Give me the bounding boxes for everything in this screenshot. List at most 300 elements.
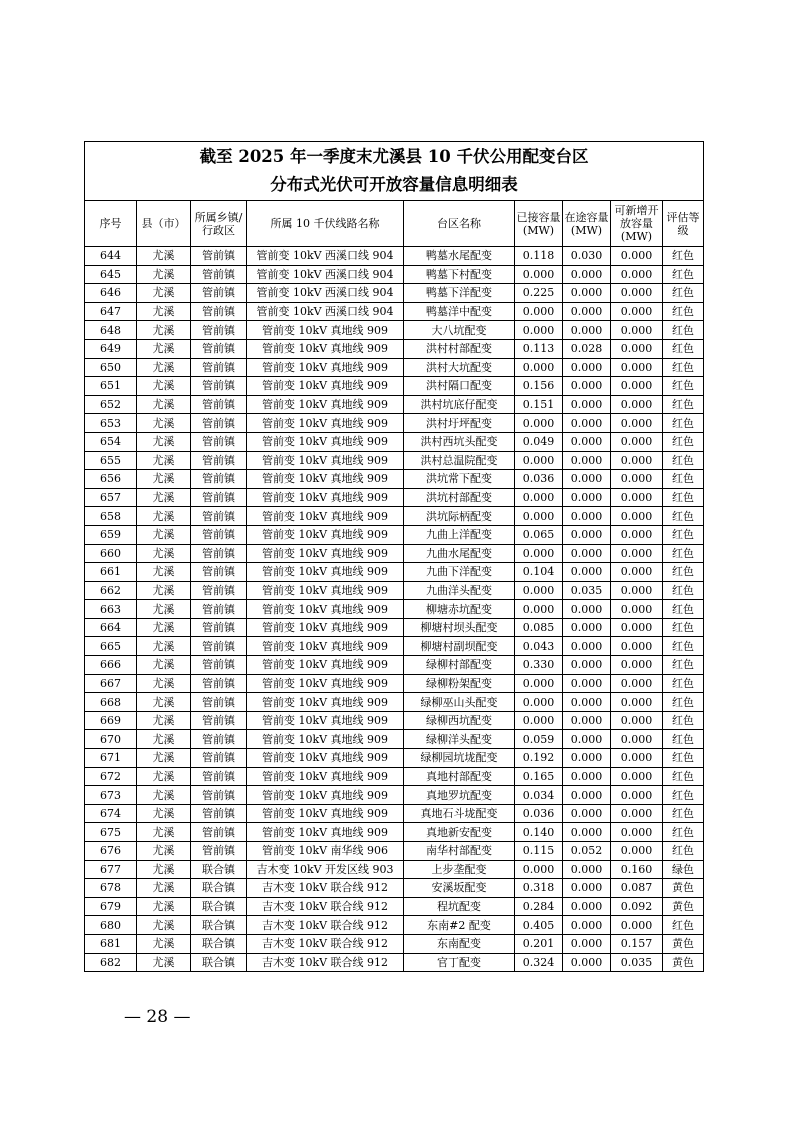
table-row <box>85 897 704 916</box>
cell-available: 0.000 <box>611 395 663 414</box>
cell-area: 九曲洋头配变 <box>404 581 515 600</box>
cell-in-progress: 0.000 <box>563 321 611 340</box>
table-row <box>85 842 704 861</box>
cell-available: 0.000 <box>611 767 663 786</box>
cell-line: 管前变 10kV 真地线 909 <box>247 637 404 656</box>
cell-line: 吉木变 10kV 开发区线 903 <box>247 860 404 879</box>
cell-county: 尤溪 <box>137 377 191 396</box>
cell-available: 0.000 <box>611 656 663 675</box>
cell-connected: 0.330 <box>515 656 563 675</box>
cell-level: 红色 <box>663 823 704 842</box>
table-row <box>85 302 704 321</box>
table-row <box>85 451 704 470</box>
cell-available: 0.000 <box>611 842 663 861</box>
cell-level: 红色 <box>663 265 704 284</box>
cell-line: 吉木变 10kV 联合线 912 <box>247 953 404 972</box>
cell-area: 洪坑村部配变 <box>404 488 515 507</box>
cell-line: 管前变 10kV 真地线 909 <box>247 711 404 730</box>
cell-line: 管前变 10kV 真地线 909 <box>247 488 404 507</box>
cell-connected: 0.043 <box>515 637 563 656</box>
cell-town: 管前镇 <box>191 414 247 433</box>
title-line-1: 截至 2025 年一季度末尤溪县 10 千伏公用配变台区 <box>199 147 589 166</box>
cell-in-progress: 0.000 <box>563 302 611 321</box>
cell-available: 0.160 <box>611 860 663 879</box>
cell-line: 管前变 10kV 真地线 909 <box>247 693 404 712</box>
cell-area: 洪村圩坪配变 <box>404 414 515 433</box>
cell-in-progress: 0.000 <box>563 804 611 823</box>
cell-area: 九曲下洋配变 <box>404 563 515 582</box>
cell-area: 绿柳粉架配变 <box>404 674 515 693</box>
cell-available: 0.000 <box>611 247 663 266</box>
cell-connected: 0.049 <box>515 432 563 451</box>
cell-connected: 0.405 <box>515 916 563 935</box>
cell-seq: 661 <box>85 563 137 582</box>
cell-available: 0.000 <box>611 711 663 730</box>
cell-level: 红色 <box>663 358 704 377</box>
cell-town: 管前镇 <box>191 804 247 823</box>
cell-county: 尤溪 <box>137 786 191 805</box>
cell-town: 管前镇 <box>191 581 247 600</box>
cell-seq: 677 <box>85 860 137 879</box>
cell-level: 红色 <box>663 432 704 451</box>
cell-town: 管前镇 <box>191 265 247 284</box>
table-row <box>85 563 704 582</box>
cell-town: 管前镇 <box>191 563 247 582</box>
cell-in-progress: 0.000 <box>563 637 611 656</box>
cell-available: 0.000 <box>611 525 663 544</box>
cell-available: 0.000 <box>611 730 663 749</box>
cell-level: 红色 <box>663 525 704 544</box>
cell-county: 尤溪 <box>137 265 191 284</box>
cell-level: 红色 <box>663 786 704 805</box>
cell-connected: 0.000 <box>515 358 563 377</box>
cell-county: 尤溪 <box>137 730 191 749</box>
cell-line: 管前变 10kV 真地线 909 <box>247 451 404 470</box>
cell-in-progress: 0.000 <box>563 284 611 303</box>
cell-area: 东南#2 配变 <box>404 916 515 935</box>
cell-available: 0.092 <box>611 897 663 916</box>
header-seq: 序号 <box>85 201 137 247</box>
cell-line: 吉木变 10kV 联合线 912 <box>247 897 404 916</box>
cell-county: 尤溪 <box>137 563 191 582</box>
cell-seq: 648 <box>85 321 137 340</box>
title-line-2: 分布式光伏可开放容量信息明细表 <box>270 175 518 194</box>
cell-county: 尤溪 <box>137 953 191 972</box>
cell-available: 0.000 <box>611 618 663 637</box>
header-town: 所属乡镇/行政区 <box>191 201 247 247</box>
table-row <box>85 581 704 600</box>
cell-connected: 0.140 <box>515 823 563 842</box>
cell-level: 黄色 <box>663 879 704 898</box>
cell-connected: 0.118 <box>515 247 563 266</box>
cell-town: 管前镇 <box>191 507 247 526</box>
cell-available: 0.000 <box>611 786 663 805</box>
cell-in-progress: 0.000 <box>563 934 611 953</box>
cell-level: 黄色 <box>663 934 704 953</box>
cell-town: 管前镇 <box>191 786 247 805</box>
cell-seq: 651 <box>85 377 137 396</box>
cell-county: 尤溪 <box>137 804 191 823</box>
table-title <box>85 142 704 201</box>
cell-available: 0.000 <box>611 284 663 303</box>
cell-area: 南华村部配变 <box>404 842 515 861</box>
cell-line: 管前变 10kV 真地线 909 <box>247 377 404 396</box>
cell-town: 联合镇 <box>191 879 247 898</box>
cell-connected: 0.324 <box>515 953 563 972</box>
table-row <box>85 265 704 284</box>
cell-level: 红色 <box>663 842 704 861</box>
cell-town: 管前镇 <box>191 618 247 637</box>
cell-line: 管前变 10kV 真地线 909 <box>247 432 404 451</box>
cell-area: 绿柳村部配变 <box>404 656 515 675</box>
cell-in-progress: 0.028 <box>563 339 611 358</box>
cell-line: 管前变 10kV 真地线 909 <box>247 767 404 786</box>
cell-connected: 0.000 <box>515 488 563 507</box>
cell-level: 黄色 <box>663 953 704 972</box>
cell-in-progress: 0.000 <box>563 377 611 396</box>
cell-town: 联合镇 <box>191 897 247 916</box>
cell-seq: 659 <box>85 525 137 544</box>
cell-area: 真地罗坑配变 <box>404 786 515 805</box>
cell-line: 吉木变 10kV 联合线 912 <box>247 879 404 898</box>
cell-county: 尤溪 <box>137 339 191 358</box>
cell-level: 红色 <box>663 637 704 656</box>
cell-level: 红色 <box>663 470 704 489</box>
cell-in-progress: 0.000 <box>563 265 611 284</box>
cell-county: 尤溪 <box>137 302 191 321</box>
cell-connected: 0.000 <box>515 600 563 619</box>
cell-line: 吉木变 10kV 联合线 912 <box>247 916 404 935</box>
table-row <box>85 618 704 637</box>
cell-connected: 0.085 <box>515 618 563 637</box>
cell-line: 管前变 10kV 真地线 909 <box>247 618 404 637</box>
cell-town: 管前镇 <box>191 749 247 768</box>
header-connected: 已接容量(MW) <box>515 201 563 247</box>
table-row <box>85 674 704 693</box>
cell-line: 管前变 10kV 真地线 909 <box>247 730 404 749</box>
cell-area: 大八坑配变 <box>404 321 515 340</box>
cell-level: 红色 <box>663 414 704 433</box>
cell-line: 管前变 10kV 西溪口线 904 <box>247 265 404 284</box>
cell-county: 尤溪 <box>137 656 191 675</box>
cell-county: 尤溪 <box>137 432 191 451</box>
cell-level: 红色 <box>663 916 704 935</box>
cell-area: 洪村大坑配变 <box>404 358 515 377</box>
cell-area: 柳塘村副坝配变 <box>404 637 515 656</box>
table-row <box>85 432 704 451</box>
table-row <box>85 804 704 823</box>
cell-in-progress: 0.000 <box>563 395 611 414</box>
cell-in-progress: 0.000 <box>563 414 611 433</box>
cell-town: 管前镇 <box>191 637 247 656</box>
cell-town: 管前镇 <box>191 358 247 377</box>
cell-seq: 669 <box>85 711 137 730</box>
table-body <box>85 247 704 972</box>
cell-town: 管前镇 <box>191 395 247 414</box>
table-row <box>85 525 704 544</box>
cell-in-progress: 0.000 <box>563 451 611 470</box>
cell-in-progress: 0.000 <box>563 525 611 544</box>
cell-level: 红色 <box>663 711 704 730</box>
cell-county: 尤溪 <box>137 767 191 786</box>
cell-county: 尤溪 <box>137 637 191 656</box>
cell-county: 尤溪 <box>137 451 191 470</box>
cell-connected: 0.000 <box>515 860 563 879</box>
cell-seq: 672 <box>85 767 137 786</box>
cell-line: 管前变 10kV 真地线 909 <box>247 674 404 693</box>
cell-seq: 652 <box>85 395 137 414</box>
header-row <box>85 201 704 247</box>
cell-line: 管前变 10kV 真地线 909 <box>247 339 404 358</box>
cell-available: 0.087 <box>611 879 663 898</box>
cell-connected: 0.036 <box>515 470 563 489</box>
cell-in-progress: 0.000 <box>563 749 611 768</box>
cell-town: 管前镇 <box>191 525 247 544</box>
cell-town: 管前镇 <box>191 767 247 786</box>
cell-seq: 676 <box>85 842 137 861</box>
cell-connected: 0.156 <box>515 377 563 396</box>
cell-connected: 0.000 <box>515 693 563 712</box>
cell-in-progress: 0.000 <box>563 470 611 489</box>
cell-available: 0.000 <box>611 432 663 451</box>
cell-line: 管前变 10kV 真地线 909 <box>247 507 404 526</box>
cell-town: 管前镇 <box>191 674 247 693</box>
table-row <box>85 414 704 433</box>
cell-available: 0.000 <box>611 358 663 377</box>
table-row <box>85 470 704 489</box>
table-row <box>85 823 704 842</box>
cell-connected: 0.151 <box>515 395 563 414</box>
table-row <box>85 600 704 619</box>
cell-level: 红色 <box>663 581 704 600</box>
cell-connected: 0.115 <box>515 842 563 861</box>
cell-line: 管前变 10kV 真地线 909 <box>247 414 404 433</box>
cell-area: 东南配变 <box>404 934 515 953</box>
cell-line: 吉木变 10kV 联合线 912 <box>247 934 404 953</box>
cell-area: 洪村隔口配变 <box>404 377 515 396</box>
cell-line: 管前变 10kV 西溪口线 904 <box>247 284 404 303</box>
cell-seq: 670 <box>85 730 137 749</box>
cell-area: 洪坑际柄配变 <box>404 507 515 526</box>
header-line: 所属 10 千伏线路名称 <box>247 201 404 247</box>
cell-area: 真地村部配变 <box>404 767 515 786</box>
cell-seq: 650 <box>85 358 137 377</box>
cell-town: 管前镇 <box>191 451 247 470</box>
cell-town: 联合镇 <box>191 916 247 935</box>
cell-line: 管前变 10kV 真地线 909 <box>247 804 404 823</box>
cell-town: 管前镇 <box>191 823 247 842</box>
cell-county: 尤溪 <box>137 600 191 619</box>
cell-area: 绿柳巫山头配变 <box>404 693 515 712</box>
cell-line: 管前变 10kV 真地线 909 <box>247 563 404 582</box>
cell-line: 管前变 10kV 西溪口线 904 <box>247 247 404 266</box>
cell-seq: 657 <box>85 488 137 507</box>
cell-county: 尤溪 <box>137 916 191 935</box>
header-county: 县（市） <box>137 201 191 247</box>
table-row <box>85 488 704 507</box>
cell-county: 尤溪 <box>137 618 191 637</box>
header-available: 可新增开放容量(MW) <box>611 201 663 247</box>
cell-town: 管前镇 <box>191 656 247 675</box>
cell-seq: 666 <box>85 656 137 675</box>
cell-seq: 647 <box>85 302 137 321</box>
table-row <box>85 693 704 712</box>
cell-county: 尤溪 <box>137 358 191 377</box>
cell-available: 0.000 <box>611 823 663 842</box>
cell-available: 0.000 <box>611 302 663 321</box>
cell-in-progress: 0.000 <box>563 507 611 526</box>
cell-connected: 0.318 <box>515 879 563 898</box>
cell-town: 管前镇 <box>191 247 247 266</box>
cell-county: 尤溪 <box>137 581 191 600</box>
cell-seq: 663 <box>85 600 137 619</box>
table-row <box>85 358 704 377</box>
table-row <box>85 953 704 972</box>
cell-level: 红色 <box>663 767 704 786</box>
cell-connected: 0.034 <box>515 786 563 805</box>
cell-line: 管前变 10kV 真地线 909 <box>247 600 404 619</box>
cell-available: 0.000 <box>611 544 663 563</box>
cell-line: 管前变 10kV 南华线 906 <box>247 842 404 861</box>
cell-county: 尤溪 <box>137 879 191 898</box>
cell-level: 红色 <box>663 600 704 619</box>
cell-connected: 0.000 <box>515 711 563 730</box>
cell-in-progress: 0.000 <box>563 860 611 879</box>
cell-connected: 0.192 <box>515 749 563 768</box>
cell-seq: 682 <box>85 953 137 972</box>
cell-town: 联合镇 <box>191 860 247 879</box>
cell-seq: 671 <box>85 749 137 768</box>
table-row <box>85 879 704 898</box>
cell-in-progress: 0.000 <box>563 656 611 675</box>
cell-connected: 0.165 <box>515 767 563 786</box>
cell-county: 尤溪 <box>137 749 191 768</box>
cell-in-progress: 0.000 <box>563 563 611 582</box>
cell-level: 红色 <box>663 321 704 340</box>
cell-line: 管前变 10kV 真地线 909 <box>247 321 404 340</box>
cell-connected: 0.000 <box>515 414 563 433</box>
table-row <box>85 544 704 563</box>
table-row <box>85 656 704 675</box>
cell-seq: 673 <box>85 786 137 805</box>
cell-in-progress: 0.000 <box>563 432 611 451</box>
cell-level: 红色 <box>663 395 704 414</box>
cell-connected: 0.000 <box>515 302 563 321</box>
cell-level: 红色 <box>663 284 704 303</box>
cell-level: 红色 <box>663 507 704 526</box>
cell-county: 尤溪 <box>137 711 191 730</box>
cell-seq: 674 <box>85 804 137 823</box>
cell-town: 管前镇 <box>191 339 247 358</box>
cell-available: 0.000 <box>611 451 663 470</box>
cell-town: 管前镇 <box>191 842 247 861</box>
cell-available: 0.000 <box>611 377 663 396</box>
table-row <box>85 730 704 749</box>
cell-connected: 0.000 <box>515 507 563 526</box>
cell-connected: 0.225 <box>515 284 563 303</box>
cell-county: 尤溪 <box>137 488 191 507</box>
cell-seq: 656 <box>85 470 137 489</box>
cell-county: 尤溪 <box>137 507 191 526</box>
cell-seq: 667 <box>85 674 137 693</box>
cell-available: 0.000 <box>611 339 663 358</box>
cell-line: 管前变 10kV 真地线 909 <box>247 749 404 768</box>
cell-county: 尤溪 <box>137 693 191 712</box>
table-row <box>85 321 704 340</box>
cell-area: 鸭墓下村配变 <box>404 265 515 284</box>
cell-county: 尤溪 <box>137 414 191 433</box>
cell-available: 0.000 <box>611 600 663 619</box>
cell-area: 洪村总温院配变 <box>404 451 515 470</box>
cell-connected: 0.036 <box>515 804 563 823</box>
cell-level: 红色 <box>663 749 704 768</box>
cell-available: 0.000 <box>611 581 663 600</box>
cell-county: 尤溪 <box>137 247 191 266</box>
cell-area: 真地新安配变 <box>404 823 515 842</box>
cell-area: 鸭墓洋中配变 <box>404 302 515 321</box>
cell-in-progress: 0.052 <box>563 842 611 861</box>
cell-county: 尤溪 <box>137 470 191 489</box>
cell-connected: 0.000 <box>515 544 563 563</box>
header-level: 评估等级 <box>663 201 704 247</box>
cell-seq: 649 <box>85 339 137 358</box>
page-number: — 28 — <box>124 1007 191 1027</box>
cell-line: 管前变 10kV 真地线 909 <box>247 358 404 377</box>
cell-county: 尤溪 <box>137 842 191 861</box>
cell-area: 鸭墓水尾配变 <box>404 247 515 266</box>
cell-seq: 668 <box>85 693 137 712</box>
cell-level: 红色 <box>663 563 704 582</box>
cell-level: 红色 <box>663 674 704 693</box>
cell-in-progress: 0.000 <box>563 711 611 730</box>
table-row <box>85 377 704 396</box>
cell-available: 0.000 <box>611 321 663 340</box>
table-row <box>85 507 704 526</box>
cell-in-progress: 0.000 <box>563 916 611 935</box>
cell-county: 尤溪 <box>137 284 191 303</box>
cell-available: 0.000 <box>611 563 663 582</box>
cell-seq: 664 <box>85 618 137 637</box>
cell-in-progress: 0.000 <box>563 786 611 805</box>
cell-in-progress: 0.035 <box>563 581 611 600</box>
cell-line: 管前变 10kV 真地线 909 <box>247 525 404 544</box>
cell-available: 0.000 <box>611 916 663 935</box>
table-row <box>85 247 704 266</box>
header-in-progress: 在途容量(MW) <box>563 201 611 247</box>
cell-available: 0.000 <box>611 265 663 284</box>
cell-in-progress: 0.000 <box>563 674 611 693</box>
cell-available: 0.000 <box>611 693 663 712</box>
cell-level: 红色 <box>663 302 704 321</box>
cell-area: 绿柳洋头配变 <box>404 730 515 749</box>
cell-area: 上步垄配变 <box>404 860 515 879</box>
cell-town: 管前镇 <box>191 730 247 749</box>
cell-town: 管前镇 <box>191 302 247 321</box>
cell-town: 管前镇 <box>191 470 247 489</box>
cell-available: 0.035 <box>611 953 663 972</box>
cell-county: 尤溪 <box>137 321 191 340</box>
cell-available: 0.000 <box>611 414 663 433</box>
cell-available: 0.000 <box>611 674 663 693</box>
cell-level: 红色 <box>663 804 704 823</box>
cell-county: 尤溪 <box>137 860 191 879</box>
cell-seq: 654 <box>85 432 137 451</box>
cell-line: 管前变 10kV 真地线 909 <box>247 581 404 600</box>
cell-county: 尤溪 <box>137 897 191 916</box>
cell-level: 红色 <box>663 339 704 358</box>
cell-connected: 0.000 <box>515 674 563 693</box>
cell-seq: 678 <box>85 879 137 898</box>
